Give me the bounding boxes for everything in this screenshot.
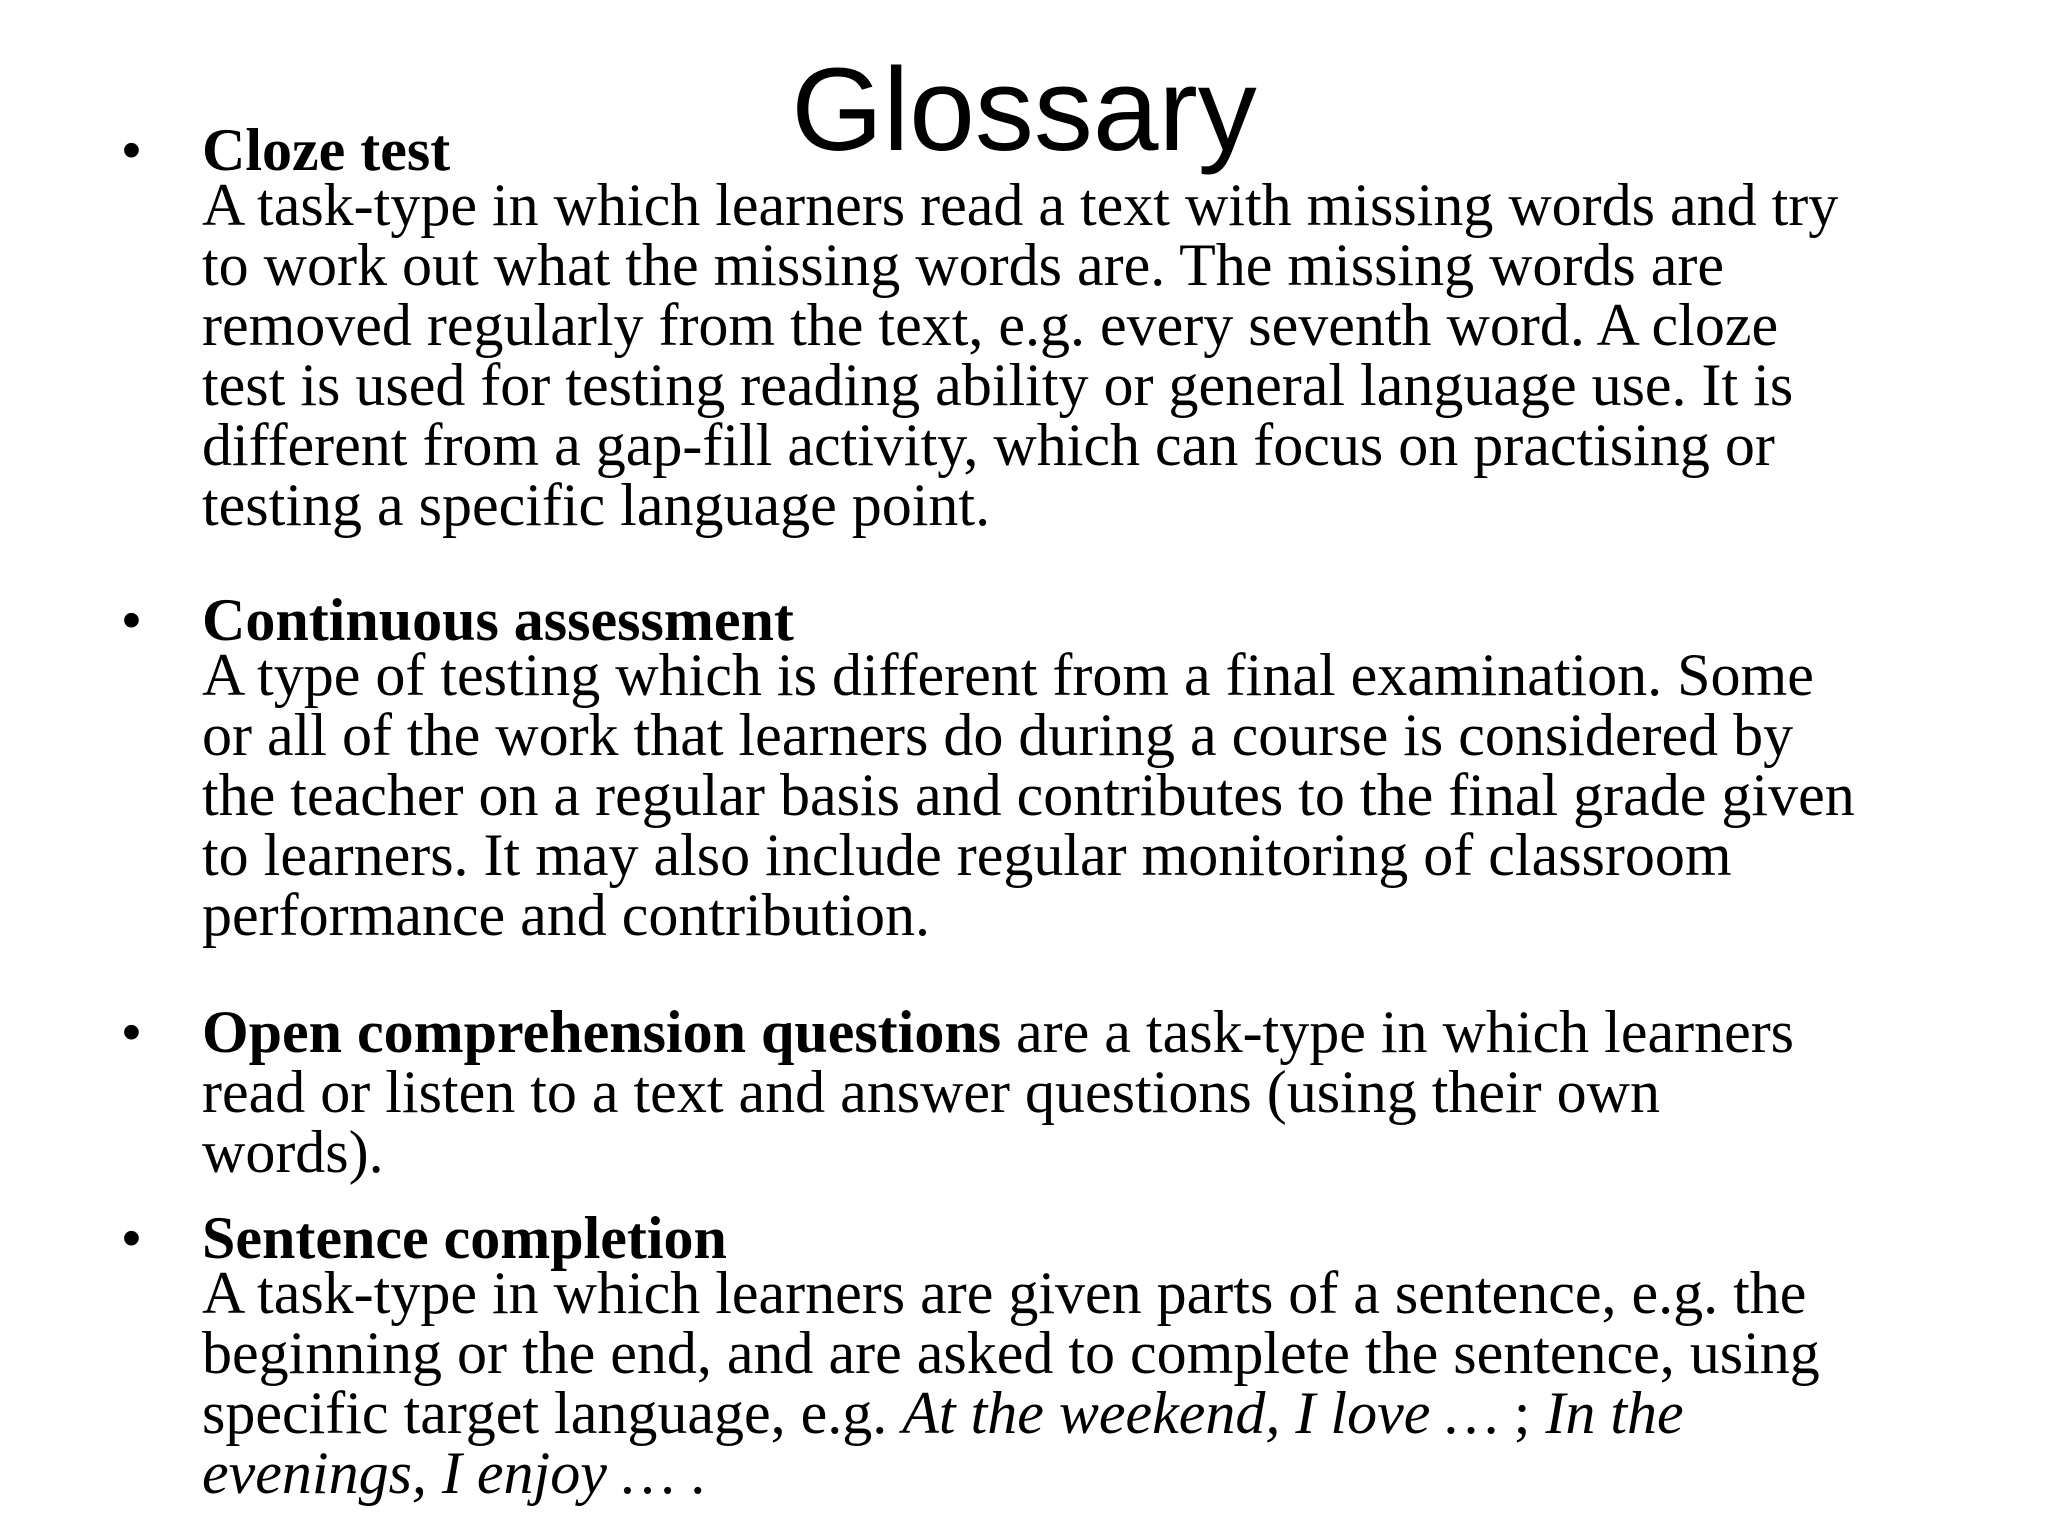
bullet-icon: • [122,590,141,650]
page-title: Glossary [791,44,1257,176]
bullet-icon: • [122,120,141,180]
definition-line: different from a gap-fill activity, which can focus on practising or [202,412,1775,478]
glossary-term: Open comprehension questions [202,999,1002,1065]
definition-line [202,999,1992,1065]
definition-line: test is used for testing reading ability or general language use. It is [202,352,1794,418]
definition-line: A task-type in which learners read a text with missing words and try [202,172,1839,238]
glossary-definition [202,172,1992,538]
definition-line: the teacher on a regular basis and contributes to the final grade given [202,762,1855,828]
definition-line: removed regularly from the text, e.g. every seventh word. A cloze [202,292,1779,358]
glossary-definition [202,642,1992,948]
definition-line: read or listen to a text and answer questions (using their own [202,1059,1660,1125]
definition-text: specific target language, e.g. [202,1380,903,1446]
definition-line [202,1440,1992,1506]
glossary-definition [202,999,1992,1185]
definition-line: words). [202,1119,384,1185]
definition-text: are a task-type in which learners [1001,999,1795,1065]
definition-line: A type of testing which is different from a final examination. Some [202,642,1814,708]
definition-text: ; [1513,1380,1546,1446]
definition-line: to work out what the missing words are. The missing words are [202,232,1725,298]
glossary-term: Sentence completion [202,1205,727,1271]
definition-line [202,1380,1992,1446]
definition-line: beginning or the end, and are asked to complete the sentence, using [202,1320,1820,1386]
definition-line: A task-type in which learners are given parts of a sentence, e.g. the [202,1260,1807,1326]
definition-line: testing a specific language point. [202,472,991,538]
definition-line: or all of the work that learners do during a course is considered by [202,702,1794,768]
example-text: At the weekend, I love … [902,1380,1514,1446]
example-text: evenings, I enjoy … [202,1440,691,1506]
definition-text: . [690,1440,706,1506]
definition-line: to learners. It may also include regular monitoring of classroom [202,822,1732,888]
bullet-icon: • [122,1208,141,1268]
glossary-term: Continuous assessment [202,587,794,653]
example-text: In the [1545,1380,1684,1446]
bullet-icon: • [122,1002,141,1062]
definition-line: performance and contribution. [202,882,931,948]
glossary-term: Cloze test [202,117,451,183]
glossary-definition [202,1260,1992,1506]
